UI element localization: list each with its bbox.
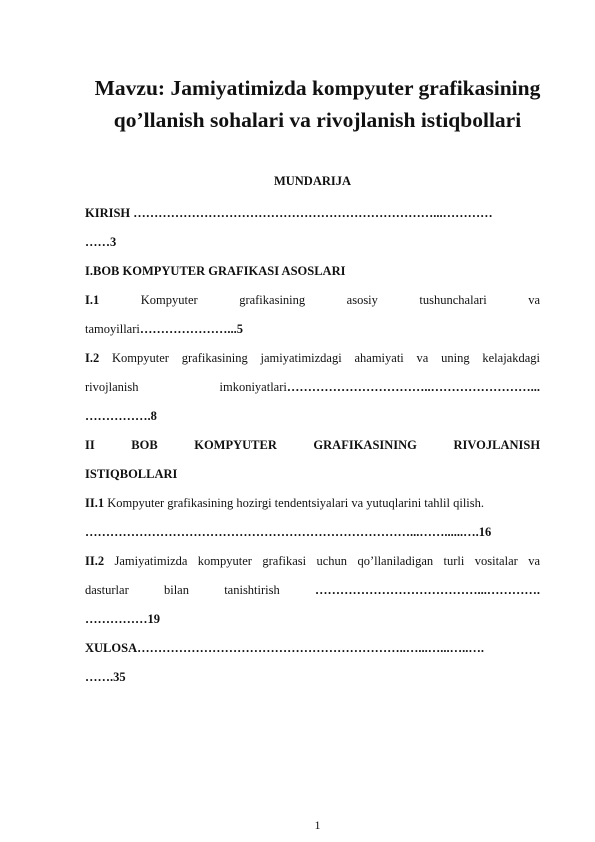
toc-dots-page: …………………...5 [139,322,243,336]
toc-word: grafikasining [239,293,306,307]
toc-entry-1-1-cont [85,315,540,344]
toc-entry-number: II.2 [85,554,105,568]
toc-text: tamoyillari [85,322,140,336]
toc-chapter-2 [85,431,540,460]
toc-entry-2-1 [85,489,540,518]
title-line-2: qo’llanish sohalari va rivojlanish istiqbollari [113,108,522,132]
toc-word: Kompyuter [140,293,198,307]
toc-word: RIVOJLANISH [453,438,540,452]
toc-entry-kirish-page: ……3 [85,235,117,249]
toc-dots: ……………………………..……………………... [286,380,540,394]
toc-word: KOMPYUTER [194,438,277,452]
toc-word: dasturlar [85,583,129,597]
page-number: 1 [314,818,321,832]
toc-entry-1-2-cont [85,373,540,402]
toc-word: va [528,293,540,307]
toc-word: II [85,438,95,452]
toc-word-dots [220,380,540,394]
toc-word: BOB [131,438,158,452]
toc-chapter-2-cont: ISTIQBOLLARI [85,467,178,481]
toc-word: tanishtirish [224,583,280,597]
toc-entry-number: I.2 [85,351,100,365]
toc-entry-1-1 [85,286,540,315]
toc-word: imkoniyatlari [219,380,287,394]
toc-entry-2-2-cont [85,576,540,605]
toc-dots: …………………………………...…………. [315,583,540,597]
toc-entry-number: II.1 [85,496,105,510]
toc-entry-xulosa-page: …….35 [85,670,126,684]
toc-chapter-1: I.BOB KOMPYUTER GRAFIKASI ASOSLARI [85,264,346,278]
toc-entry-kirish: KIRISH ………………………………………………………………...………… [85,206,493,220]
toc-entry-1-2-page: …………….8 [85,409,157,423]
toc-text: Jamiyatimizda kompyuter grafikasi uchun qo’llaniladigan turli vositalar va [114,554,540,568]
toc-heading: MUNDARIJA [273,174,352,188]
toc-entry-2-2-page: ……………19 [85,612,160,626]
toc-text: Kompyuter grafikasining hozirgi tendentsiyalari va yutuqlarini tahlil qilish. [107,496,485,510]
toc-entry-xulosa: XULOSA………………………………………………………..…...…...…..…. [85,641,484,655]
toc-entry-1-2 [85,344,540,373]
toc-word: bilan [163,583,189,597]
toc-text: Kompyuter grafikasining jamiyatimizdagi ahamiyati va uning kelajakdagi [112,351,540,365]
table-of-contents [85,199,540,692]
document-title [40,72,595,136]
toc-entry-2-1-page: ……………………………………………………………………...……......….16 [85,525,492,539]
title-line-1: Mavzu: Jamiyatimizda kompyuter grafikasining [94,76,541,100]
toc-word: asosiy [346,293,378,307]
toc-word: GRAFIKASINING [313,438,417,452]
toc-word: rivojlanish [85,380,139,394]
toc-entry-2-2 [85,547,540,576]
toc-word: tushunchalari [419,293,487,307]
toc-entry-number: I.1 [85,293,100,307]
